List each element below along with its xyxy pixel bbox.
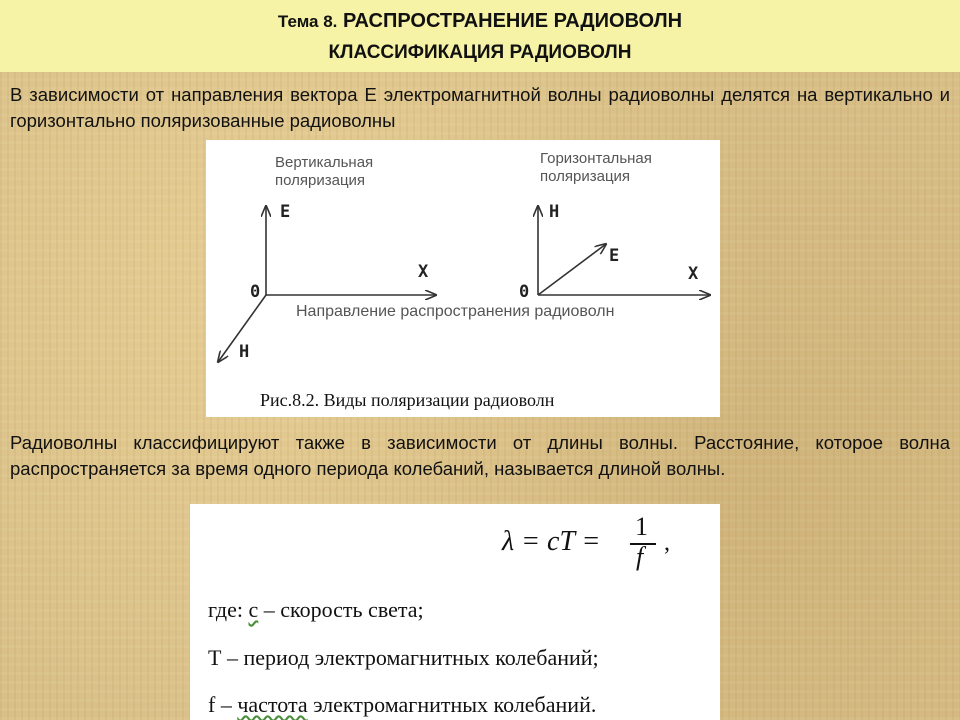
horizontal-label-line1: Горизонтальная bbox=[540, 150, 652, 167]
horizontal-polarization-label bbox=[540, 150, 652, 186]
topic-title: РАСПРОСТРАНЕНИЕ РАДИОВОЛН bbox=[342, 10, 683, 32]
def1-var: с bbox=[248, 597, 259, 622]
def3-underlined: частота bbox=[237, 692, 308, 717]
formula-numerator: 1 bbox=[635, 512, 648, 541]
def1-prefix: где: bbox=[208, 597, 249, 622]
right-diag-letter: E bbox=[609, 246, 620, 266]
left-right-letter: X bbox=[418, 262, 429, 282]
right-diagonal-vector bbox=[538, 244, 606, 295]
formula-comma: , bbox=[664, 530, 670, 556]
vertical-label-line1: Вертикальная bbox=[275, 154, 374, 171]
vertical-polarization-label bbox=[275, 154, 373, 190]
intro-paragraph: В зависимости от направления вектора Е электромагнитной волны радиоволны делятся на вертикально и горизонтально поляризованные радиоволны bbox=[10, 84, 950, 131]
definition-c bbox=[208, 597, 424, 623]
horizontal-label-line2: поляризация bbox=[540, 168, 631, 185]
topic-prefix: Тема 8. bbox=[277, 12, 338, 31]
left-up-letter: E bbox=[280, 202, 291, 222]
figure-caption: Рис.8.2. Виды поляризации радиоволн bbox=[260, 390, 555, 410]
propagation-label: Направление распространения радиоволн bbox=[296, 303, 615, 320]
wavelength-paragraph: Радиоволны классифицируют также в зависимости от длины волны. Расстояние, которое волна распространяется за время одного периода колебаний, называется длиной волны. bbox=[10, 432, 950, 479]
title-band bbox=[0, 0, 960, 72]
definition-f bbox=[208, 692, 596, 718]
def3-rest: электромагнитных колебаний. bbox=[307, 692, 597, 717]
right-up-letter: H bbox=[549, 202, 560, 222]
polarization-figure bbox=[206, 140, 720, 417]
slide-title bbox=[0, 10, 960, 33]
def3-prefix: f – bbox=[208, 692, 238, 717]
right-origin-letter: 0 bbox=[519, 282, 530, 302]
formula-denominator: f bbox=[636, 542, 644, 571]
formula-box bbox=[190, 504, 720, 720]
slide-subtitle: КЛАССИФИКАЦИЯ РАДИОВОЛН bbox=[328, 42, 632, 63]
formula-lhs: λ = cT = bbox=[502, 526, 601, 557]
vertical-label-line2: поляризация bbox=[275, 172, 366, 189]
right-right-letter: X bbox=[688, 264, 699, 284]
definition-t: Т – период электромагнитных колебаний; bbox=[208, 645, 599, 670]
left-origin-letter: 0 bbox=[250, 282, 261, 302]
def1-rest: – скорость света; bbox=[258, 597, 424, 622]
left-diag-letter: H bbox=[239, 342, 250, 362]
